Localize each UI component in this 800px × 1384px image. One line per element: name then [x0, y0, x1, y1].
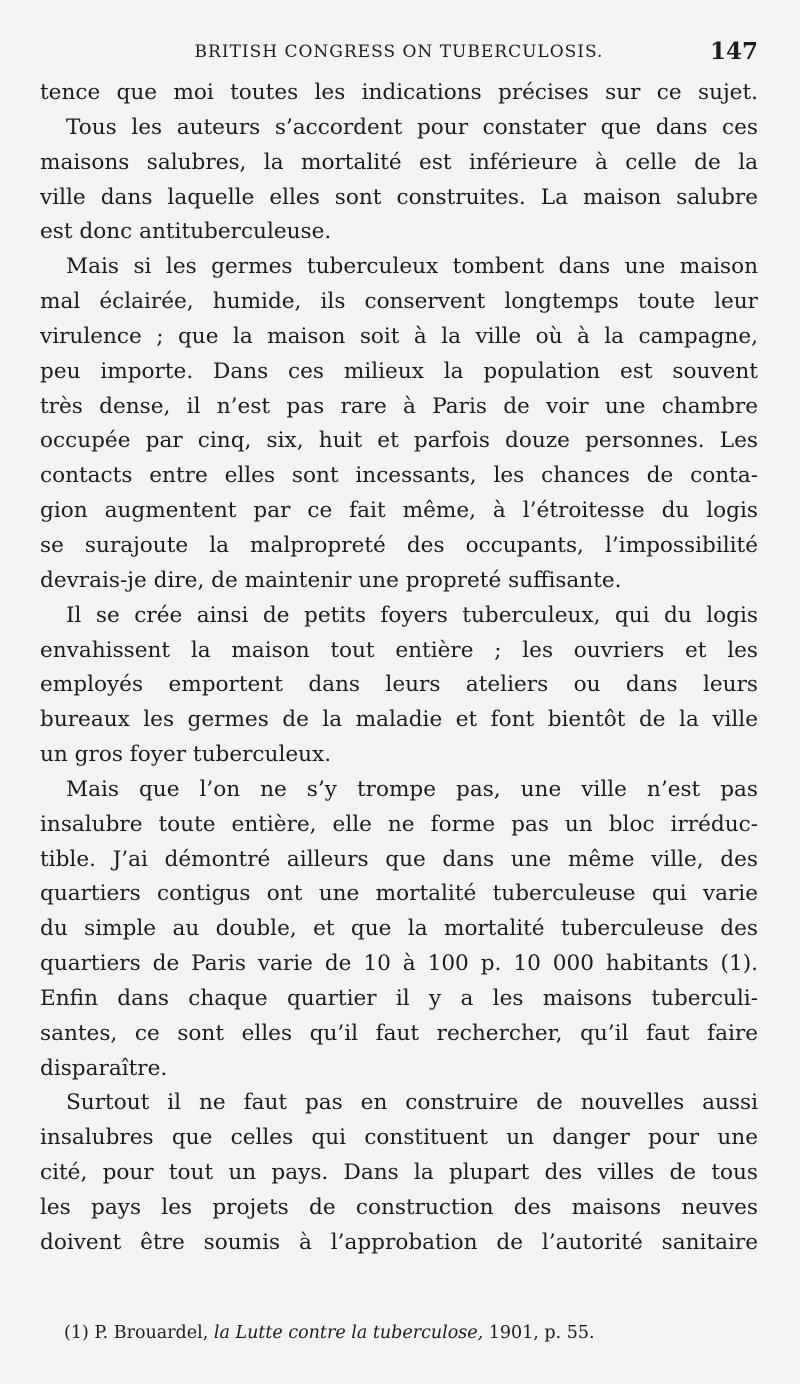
- text-line: occupée par cinq, six, huit et parfois douze personnes. Les: [40, 428, 758, 454]
- text-line: peu importe. Dans ces milieux la population est souvent: [40, 358, 758, 384]
- text-line: cité, pour tout un pays. Dans la plupart des villes de tous: [40, 1160, 758, 1186]
- footnote-marker: (1): [64, 1323, 89, 1343]
- text-line: employés emportent dans leurs ateliers ou dans leurs: [40, 672, 758, 698]
- text-line: Il se crée ainsi de petits foyers tuberculeux, qui du logis: [66, 602, 758, 628]
- text-line: quartiers de Paris varie de 10 à 100 p. 10 000 habitants (1).: [40, 951, 758, 977]
- text-line: les pays les projets de construction des maisons neuves: [40, 1195, 758, 1220]
- text-line: gion augmentent par ce fait même, à l’étroitesse du logis: [40, 498, 758, 524]
- text-line: Enfin dans chaque quartier il y a les maisons tuberculi-: [40, 985, 758, 1011]
- page-number: 147: [709, 38, 758, 65]
- text-line: Mais que l’on ne s’y trompe pas, une ville n’est pas: [66, 776, 758, 802]
- footnote: [64, 1318, 764, 1348]
- text-line: ville dans laquelle elles sont construites. La maison salubre: [40, 184, 758, 210]
- text-line: doivent être soumis à l’approbation de l’autorité sanitaire: [40, 1229, 758, 1255]
- page-header: [40, 38, 758, 68]
- footnote-author: P. Brouardel,: [94, 1323, 209, 1343]
- text-line: santes, ce sont elles qu’il faut rechercher, qu’il faut faire: [40, 1020, 758, 1046]
- text-line: insalubre toute entière, elle ne forme pas un bloc irréduc-: [40, 811, 758, 837]
- text-line: Surtout il ne faut pas en construire de nouvelles aussi: [66, 1090, 758, 1116]
- text-line: se surajoute la malpropreté des occupants, l’impossibilité: [40, 532, 758, 558]
- text-line: Mais si les germes tuberculeux tombent dans une maison: [66, 254, 758, 280]
- footnote-title: la Lutte contre la tuberculose,: [213, 1323, 484, 1343]
- text-line: mal éclairée, humide, ils conservent longtemps toute leur: [40, 289, 758, 315]
- text-line: très dense, il n’est pas rare à Paris de voir une chambre: [40, 393, 758, 419]
- text-line: bureaux les germes de la maladie et font bientôt de la ville: [40, 707, 758, 733]
- text-line: Tous les auteurs s’accordent pour constater que dans ces: [66, 114, 758, 140]
- running-head: BRITISH CONGRESS ON TUBERCULOSIS.: [194, 42, 604, 62]
- body-text: [40, 76, 758, 1261]
- text-line: quartiers contigus ont une mortalité tuberculeuse qui varie: [40, 881, 758, 907]
- text-line: devrais-je dire, de maintenir une propreté suffisante.: [40, 567, 622, 593]
- text-line: tible. J’ai démontré ailleurs que dans une même ville, des: [40, 846, 758, 872]
- text-line: envahissent la maison tout entière ; les ouvriers et les: [40, 637, 758, 663]
- text-line: insalubres que celles qui constituent un danger pour une: [40, 1125, 758, 1151]
- text-line: maisons salubres, la mortalité est inférieure à celle de la: [40, 149, 758, 175]
- text-line: contacts entre elles sont incessants, les chances de conta-: [40, 463, 758, 489]
- text-line: est donc antituberculeuse.: [40, 219, 332, 245]
- text-line: du simple au double, et que la mortalité tuberculeuse des: [40, 916, 758, 942]
- text-line: virulence ; que la maison soit à la ville où à la campagne,: [40, 323, 758, 349]
- text-line: disparaître.: [40, 1055, 168, 1081]
- text-line: un gros foyer tuberculeux.: [40, 742, 332, 768]
- text-line: tence que moi toutes les indications précises sur ce sujet.: [40, 80, 758, 105]
- footnote-details: 1901, p. 55.: [488, 1323, 595, 1343]
